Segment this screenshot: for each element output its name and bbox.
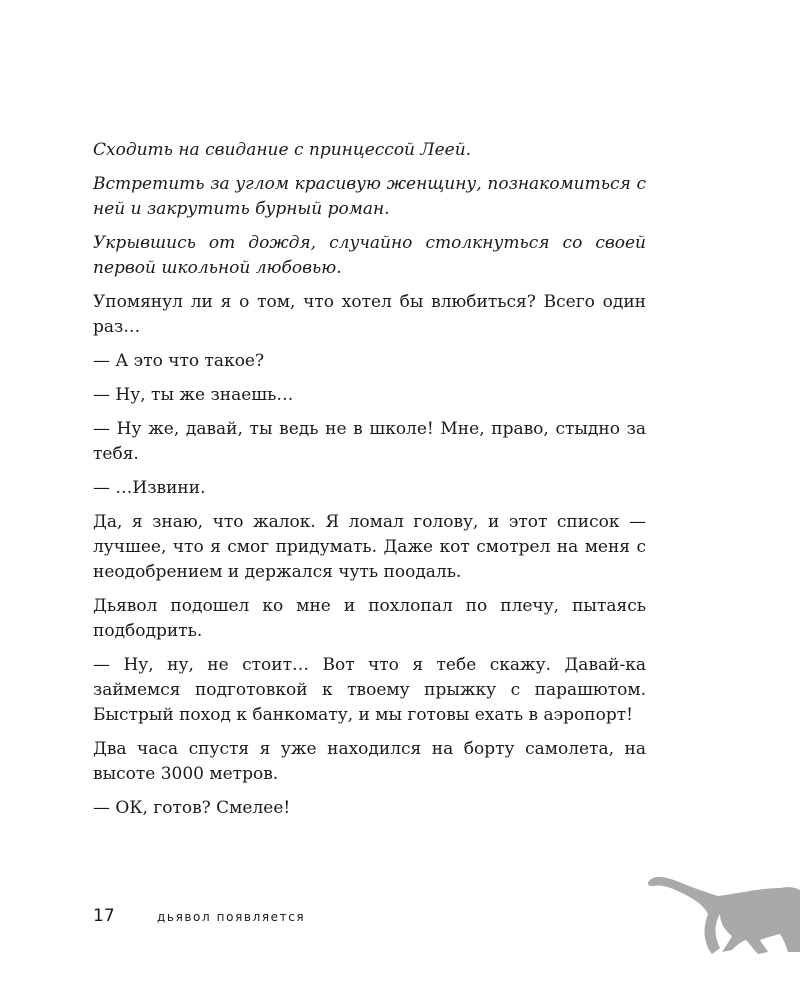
page-footer: [93, 906, 305, 926]
page-number: 17: [93, 906, 115, 926]
italic-paragraph: Встретить за углом красивую женщину, познакомиться с ней и закрутить бурный роман.: [93, 174, 646, 219]
cat-silhouette-icon: [640, 868, 800, 958]
dialogue-line: — Ну же, давай, ты ведь не в школе! Мне, право, стыдно за тебя.: [93, 419, 646, 464]
running-head: дьявол появляется: [157, 910, 306, 924]
paragraph: Дьявол подошел ко мне и похлопал по плечу, пытаясь подбодрить.: [93, 596, 646, 641]
italic-paragraph: Сходить на свидание с принцессой Леей.: [93, 140, 472, 160]
dialogue-line: — ОК, готов? Смелее!: [93, 798, 291, 818]
book-page-text: [93, 138, 646, 830]
dialogue-line: — Ну, ты же знаешь…: [93, 385, 294, 405]
dialogue-line: — …Извини.: [93, 478, 206, 498]
dialogue-line: — Ну, ну, не стоит… Вот что я тебе скажу. Давай-ка займемся подготовкой к твоему прыжку с парашютом. Быстрый поход к банкомату, и мы готовы ехать в аэропорт!: [93, 655, 646, 725]
paragraph: Упомянул ли я о том, что хотел бы влюбиться? Всего один раз…: [93, 292, 646, 337]
paragraph: Да, я знаю, что жалок. Я ломал голову, и этот список — лучшее, что я смог придумать. Даже кот смотрел на меня с неодобрением и держался чуть поодаль.: [93, 512, 646, 582]
dialogue-line: — А это что такое?: [93, 351, 265, 371]
italic-paragraph: Укрывшись от дождя, случайно столкнуться со своей первой школьной любовью.: [93, 233, 646, 278]
paragraph: Два часа спустя я уже находился на борту самолета, на высоте 3000 метров.: [93, 739, 646, 784]
